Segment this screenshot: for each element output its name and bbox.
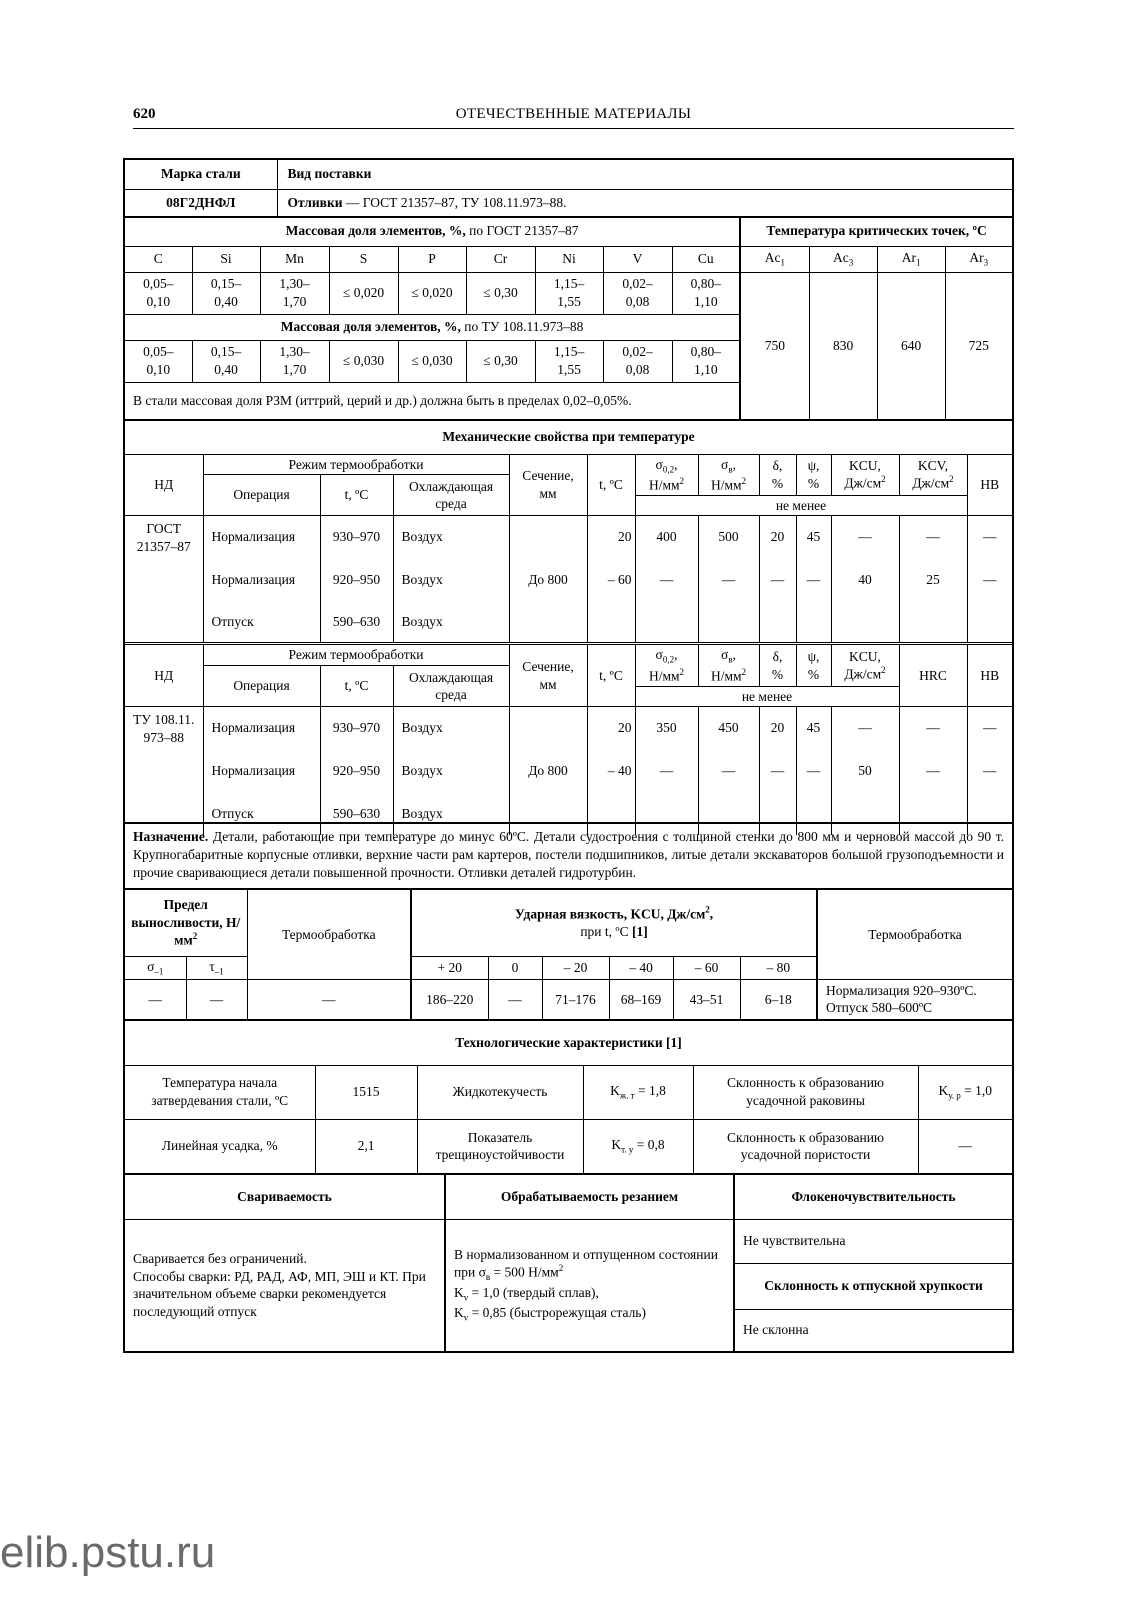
point-ac3: $Ac_3$ <box>809 246 877 272</box>
flake-title: Флокеночувствительность <box>734 1175 1012 1219</box>
grade-block <box>123 158 1014 218</box>
tau-value: — <box>186 979 247 1019</box>
tu-c: 0,05– 0,10 <box>125 340 192 382</box>
machining-title: Обрабатываемость резанием <box>445 1175 734 1219</box>
element-c: C <box>125 246 192 272</box>
tu-hrc-2: — <box>899 749 967 793</box>
delta-header: δ, % <box>759 454 796 495</box>
psi-header: ψ, % <box>796 454 831 495</box>
grade-value: 08Г2ДНФЛ <box>125 189 277 216</box>
gost-nd: ГОСТ 21357–87 <box>125 516 203 644</box>
nd-header-tu: НД <box>125 644 203 707</box>
gost-cu: 0,80– 1,10 <box>672 272 740 314</box>
tu-t-2: – 40 <box>587 749 635 793</box>
s02-header-tu: $\sigma_{0,2}$, $Н/мм^2$ <box>635 644 698 686</box>
gost-s02-1: 400 <box>635 516 698 558</box>
nd-header: НД <box>125 454 203 516</box>
gost-psi-2: — <box>796 558 831 602</box>
running-title: ОТЕЧЕСТВЕННЫЕ МАТЕРИАЛЫ <box>455 106 692 122</box>
impact-heat-header: Термообработка <box>817 890 1012 979</box>
section-header-tu: Сечение, мм <box>509 644 587 707</box>
gost-cr: ≤ 0,30 <box>466 272 535 314</box>
impact-v-3: 71–176 <box>542 979 609 1019</box>
impact-block <box>123 888 1014 1021</box>
endurance-heat-header: Термообработка <box>247 890 411 979</box>
gost-kcu-1: — <box>831 516 899 558</box>
tu-temp-3: 590–630 <box>320 793 393 835</box>
hb-header-tu: НВ <box>967 644 1012 707</box>
tu-medium-2: Воздух <box>393 749 509 793</box>
supply-value: Отливки — ГОСТ 21357–87, ТУ 108.11.973–88. <box>277 189 1012 216</box>
tech-porosity-label: Склонность к образованию усадочной пористости <box>693 1119 918 1173</box>
gost-sb-2: — <box>698 558 759 602</box>
gost-p: ≤ 0,020 <box>398 272 466 314</box>
mode-header: Режим термообработки <box>203 454 509 475</box>
tu-p: ≤ 0,030 <box>398 340 466 382</box>
tech-block <box>123 1019 1014 1175</box>
point-ac1: $Ac_1$ <box>740 246 809 272</box>
gost-kcu-2: 40 <box>831 558 899 602</box>
gost-op-1: Нормализация <box>203 516 320 558</box>
kcu-header-tu: KCU, $Дж/см^2$ <box>831 644 899 686</box>
tu-hb-1: — <box>967 707 1012 749</box>
element-cu: Cu <box>672 246 740 272</box>
tu-nd: ТУ 108.11. 973–88 <box>125 707 203 835</box>
gost-kcv-1: — <box>899 516 967 558</box>
impact-v-1: 186–220 <box>411 979 488 1019</box>
hb-header: НВ <box>967 454 1012 516</box>
element-si: Si <box>192 246 260 272</box>
sb-header: $\sigma_в$, $Н/мм^2$ <box>698 454 759 495</box>
gost-delta-2: — <box>759 558 796 602</box>
point-ar1: $Ar_1$ <box>877 246 945 272</box>
tech-fluidity-value: $K_{ж. т} = 1,8$ <box>583 1065 693 1119</box>
purpose-text: Детали, работающие при температуре до минус 60ºС. Детали судостроения с толщиной стенки до 800 мм и черновой массой до 90 т. Крупногабаритные корпусные отливки, верхние части рам картеров, постели подшипников, литые детали экскаваторов большой грузоподъемности и прочие сваривающиеся детали повышенной прочности. Отливки деталей гидротурбин. <box>133 829 1004 881</box>
sigma-value: — <box>125 979 186 1019</box>
s02-header: $\sigma_{0,2}$, $Н/мм^2$ <box>635 454 698 495</box>
t-header: t, ºС <box>587 454 635 516</box>
value-ar1: 640 <box>877 272 945 419</box>
machining-text: В нормализованном и отпущенном состоянии при $\sigma_в = 500$ $Н/мм^2$ $K_v = 1,0$ (твердый сплав), $K_v = 0,85$ (быстрорежущая сталь) <box>445 1219 734 1351</box>
gost-s: ≤ 0,020 <box>329 272 398 314</box>
tu-psi-1: 45 <box>796 707 831 749</box>
impact-v-4: 68–169 <box>609 979 673 1019</box>
impact-v-2: — <box>488 979 542 1019</box>
element-v: V <box>603 246 672 272</box>
hrc-header: HRC <box>899 644 967 707</box>
page-number: 620 <box>133 106 156 122</box>
impact-t-1: + 20 <box>411 956 488 979</box>
weld-text: Сваривается без ограничений. Способы сварки: РД, РАД, АФ, МП, ЭШ и КТ. При значительном объеме сварки рекомендуется последующий отпуск <box>125 1219 445 1351</box>
sb-header-tu: $\sigma_в$, $Н/мм^2$ <box>698 644 759 686</box>
tech-fluidity-label: Жидкотекучесть <box>417 1065 583 1119</box>
weld-title: Свариваемость <box>125 1175 445 1219</box>
operation-header-tu: Операция <box>203 666 320 707</box>
impact-title: Ударная вязкость, KCU, $Дж/см^2$, при t, ºС [1] <box>411 890 817 956</box>
tu-medium-3: Воздух <box>393 793 509 835</box>
gost-c: 0,05– 0,10 <box>125 272 192 314</box>
gost-medium-2: Воздух <box>393 558 509 602</box>
value-ac1: 750 <box>740 272 809 419</box>
gost-temp-2: 920–950 <box>320 558 393 602</box>
gost-t-1: 20 <box>587 516 635 558</box>
impact-t-4: – 40 <box>609 956 673 979</box>
psi-header-tu: ψ, % <box>796 644 831 686</box>
element-ni: Ni <box>535 246 603 272</box>
tech-title: Технологические характеристики [1] <box>125 1021 1012 1065</box>
page-header <box>133 106 1014 129</box>
point-ar3: $Ar_3$ <box>945 246 1012 272</box>
tu-s02-2: — <box>635 749 698 793</box>
mechanical-block <box>123 419 1014 824</box>
gost-section: До 800 <box>509 516 587 644</box>
element-s: S <box>329 246 398 272</box>
sigma-header: $\sigma_{-1}$ <box>125 956 186 979</box>
gost-temp-3: 590–630 <box>320 602 393 644</box>
tu-sb-2: — <box>698 749 759 793</box>
tu-ni: 1,15– 1,55 <box>535 340 603 382</box>
tu-section: До 800 <box>509 707 587 835</box>
gost-t-2: – 60 <box>587 558 635 602</box>
composition-title: Массовая доля элементов, %, по ГОСТ 21357–87 <box>125 216 740 246</box>
gost-mn: 1,30– 1,70 <box>260 272 329 314</box>
tu-op-1: Нормализация <box>203 707 320 749</box>
tu-t-1: 20 <box>587 707 635 749</box>
min-note-tu: не менее <box>635 686 899 707</box>
kcu-header: KCU, $Дж/см^2$ <box>831 454 899 495</box>
grade-label: Марка стали <box>125 160 277 189</box>
gost-op-2: Нормализация <box>203 558 320 602</box>
operation-header: Операция <box>203 475 320 516</box>
watermark: elib.pstu.ru <box>0 1528 216 1577</box>
medium-header: Охлаждающая среда <box>393 475 509 516</box>
mode-header-tu: Режим термообработки <box>203 644 509 666</box>
tech-shrink-cavity-label: Склонность к образованию усадочной раковины <box>693 1065 918 1119</box>
tech-solid-temp-value: 1515 <box>315 1065 417 1119</box>
gost-kcv-2: 25 <box>899 558 967 602</box>
kcv-header: KCV, $Дж/см^2$ <box>899 454 967 495</box>
properties-block <box>123 1173 1014 1353</box>
gost-medium-1: Воздух <box>393 516 509 558</box>
temper-title: Склонность к отпускной хрупкости <box>734 1263 1012 1309</box>
section-header: Сечение, мм <box>509 454 587 516</box>
tu-psi-2: — <box>796 749 831 793</box>
tu-v: 0,02– 0,08 <box>603 340 672 382</box>
impact-v-6: 6–18 <box>740 979 817 1019</box>
gost-ni: 1,15– 1,55 <box>535 272 603 314</box>
critical-points-title: Температура критических точек, ºС <box>740 216 1012 246</box>
tech-solid-temp-label: Температура начала затвердевания стали, ºС <box>125 1065 315 1119</box>
flake-value: Не чувствительна <box>734 1219 1012 1263</box>
temp-header: t, ºС <box>320 475 393 516</box>
impact-t-2: 0 <box>488 956 542 979</box>
gost-hb-2: — <box>967 558 1012 602</box>
delta-header-tu: δ, % <box>759 644 796 686</box>
tu-delta-1: 20 <box>759 707 796 749</box>
tu-composition-title: Массовая доля элементов, %, по ТУ 108.11.973–88 <box>125 314 740 340</box>
tu-si: 0,15– 0,40 <box>192 340 260 382</box>
tu-s: ≤ 0,030 <box>329 340 398 382</box>
composition-block <box>123 216 1014 421</box>
purpose-label: Назначение. <box>133 829 209 844</box>
impact-t-6: – 80 <box>740 956 817 979</box>
impact-heat-value: Нормализация 920–930ºС. Отпуск 580–600ºС <box>817 979 1012 1019</box>
tu-medium-1: Воздух <box>393 707 509 749</box>
tu-mn: 1,30– 1,70 <box>260 340 329 382</box>
min-note: не менее <box>635 495 967 516</box>
tu-op-2: Нормализация <box>203 749 320 793</box>
element-p: P <box>398 246 466 272</box>
value-ac3: 830 <box>809 272 877 419</box>
impact-t-3: – 20 <box>542 956 609 979</box>
tu-cu: 0,80– 1,10 <box>672 340 740 382</box>
gost-psi-1: 45 <box>796 516 831 558</box>
value-ar3: 725 <box>945 272 1012 419</box>
element-cr: Cr <box>466 246 535 272</box>
impact-t-5: – 60 <box>673 956 740 979</box>
endurance-header: Предел выносливости, $Н/мм^2$ <box>125 890 247 956</box>
tu-kcu-1: — <box>831 707 899 749</box>
tech-crack-value: $K_{т. у} = 0,8$ <box>583 1119 693 1173</box>
tu-s02-1: 350 <box>635 707 698 749</box>
gost-delta-1: 20 <box>759 516 796 558</box>
tu-delta-2: — <box>759 749 796 793</box>
tu-hb-2: — <box>967 749 1012 793</box>
tu-hrc-1: — <box>899 707 967 749</box>
gost-v: 0,02– 0,08 <box>603 272 672 314</box>
temp-header-tu: t, ºС <box>320 666 393 707</box>
tu-temp-2: 920–950 <box>320 749 393 793</box>
t-header-tu: t, ºС <box>587 644 635 707</box>
gost-sb-1: 500 <box>698 516 759 558</box>
tech-shrink-cavity-value: $K_{у. р} = 1,0$ <box>918 1065 1012 1119</box>
purpose-block <box>123 822 1014 890</box>
gost-si: 0,15– 0,40 <box>192 272 260 314</box>
gost-s02-2: — <box>635 558 698 602</box>
impact-v-5: 43–51 <box>673 979 740 1019</box>
tu-kcu-2: 50 <box>831 749 899 793</box>
tech-linear-shrink-value: 2,1 <box>315 1119 417 1173</box>
tu-temp-1: 930–970 <box>320 707 393 749</box>
gost-hb-1: — <box>967 516 1012 558</box>
tu-cr: ≤ 0,30 <box>466 340 535 382</box>
tech-linear-shrink-label: Линейная усадка, % <box>125 1119 315 1173</box>
medium-header-tu: Охлаждающая среда <box>393 666 509 707</box>
mech-title: Механические свойства при температуре <box>125 420 1012 454</box>
tu-op-3: Отпуск <box>203 793 320 835</box>
supply-label: Вид поставки <box>277 160 1012 189</box>
rzm-note: В стали массовая доля РЗМ (иттрий, церий и др.) должна быть в пределах 0,02–0,05%. <box>125 382 740 419</box>
gost-medium-3: Воздух <box>393 602 509 644</box>
tech-crack-label: Показатель трещиноустойчивости <box>417 1119 583 1173</box>
tau-header: $\tau_{-1}$ <box>186 956 247 979</box>
element-mn: Mn <box>260 246 329 272</box>
gost-op-3: Отпуск <box>203 602 320 644</box>
endurance-heat-value: — <box>247 979 411 1019</box>
temper-value: Не склонна <box>734 1309 1012 1351</box>
gost-temp-1: 930–970 <box>320 516 393 558</box>
tu-sb-1: 450 <box>698 707 759 749</box>
tech-porosity-value: — <box>918 1119 1012 1173</box>
